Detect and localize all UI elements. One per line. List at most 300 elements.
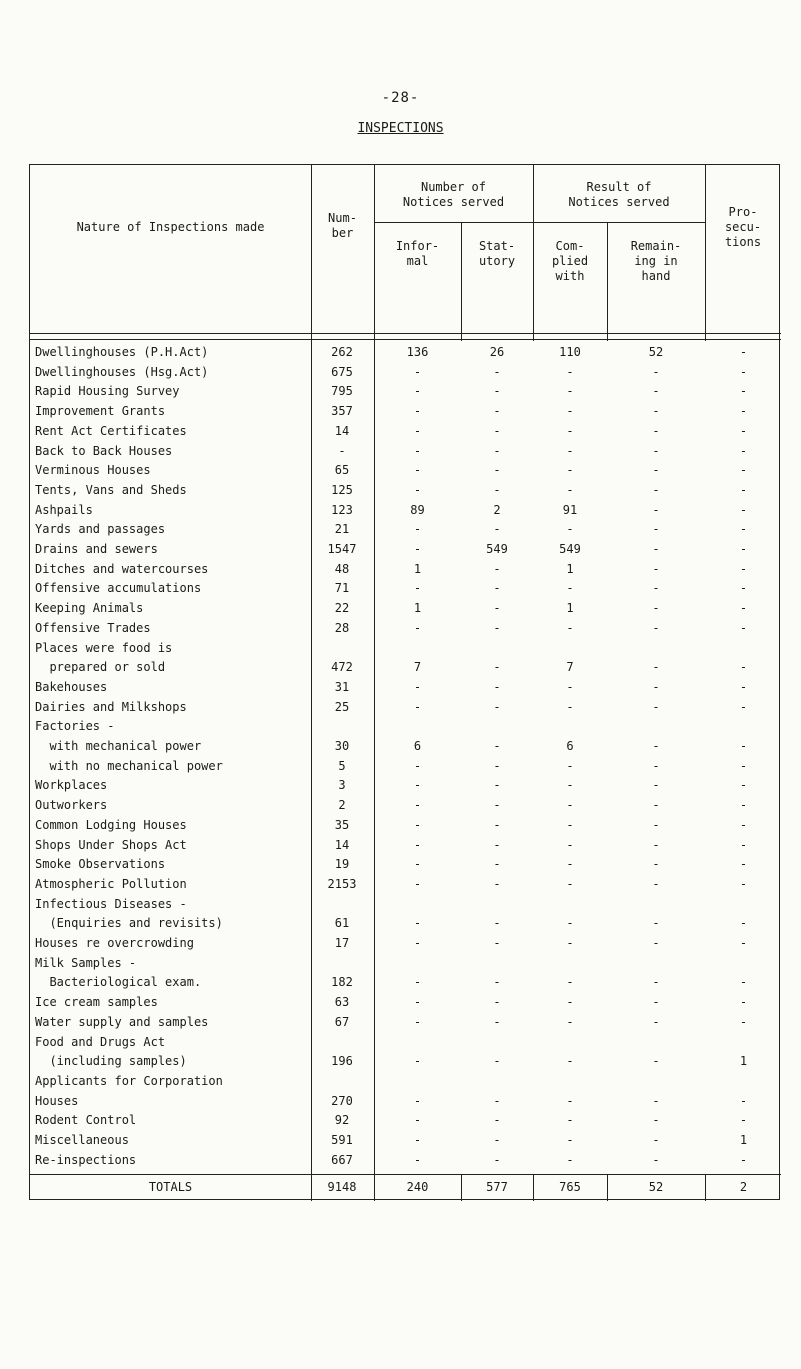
row-complied: -	[566, 443, 574, 458]
page-number: -28-	[381, 90, 420, 106]
row-label: prepared or sold	[35, 660, 166, 675]
row-statutory: -	[493, 601, 501, 616]
row-informal: -	[413, 384, 422, 399]
row-label: Dwellinghouses (Hsg.Act)	[35, 364, 209, 379]
row-label: Outworkers	[35, 798, 108, 813]
row-informal: -	[413, 699, 422, 714]
table-row	[30, 344, 781, 361]
row-complied: -	[566, 1113, 574, 1128]
row-number	[311, 1073, 373, 1090]
row-remaining	[608, 640, 704, 657]
row-prosecutions: -	[739, 542, 748, 556]
row-number: 182	[331, 975, 353, 990]
row-prosecutions: -	[739, 443, 748, 458]
table-row	[30, 580, 781, 597]
row-prosecutions	[706, 640, 781, 657]
table-row	[30, 777, 781, 794]
row-prosecutions: -	[739, 778, 748, 793]
row-number	[311, 955, 373, 972]
row-remaining: -	[652, 699, 660, 714]
table-row	[30, 502, 781, 519]
row-informal	[375, 1034, 460, 1051]
row-label: Tents, Vans and Sheds	[35, 482, 187, 497]
row-label: Rapid Housing Survey	[35, 384, 180, 399]
row-remaining: -	[652, 1054, 660, 1069]
row-informal	[375, 640, 460, 657]
row-statutory	[462, 1034, 532, 1051]
row-statutory	[462, 955, 532, 972]
row-number: 17	[334, 936, 350, 950]
row-informal: -	[413, 837, 422, 852]
row-statutory: -	[493, 660, 501, 675]
row-complied	[534, 718, 606, 735]
row-number: 795	[331, 384, 353, 399]
row-statutory	[462, 640, 532, 657]
row-complied: 1	[566, 561, 574, 576]
totals-row	[30, 1174, 781, 1201]
row-remaining: -	[652, 561, 660, 576]
row-statutory: -	[493, 482, 501, 497]
row-number: 35	[334, 817, 350, 832]
header-notices-served: Number of Notices served	[402, 180, 505, 209]
row-complied: -	[566, 384, 574, 399]
row-informal: -	[413, 798, 422, 813]
row-prosecutions	[706, 955, 781, 972]
row-informal	[375, 718, 460, 735]
row-informal: -	[413, 522, 422, 537]
row-complied: 1	[566, 601, 574, 616]
row-prosecutions: -	[739, 995, 748, 1010]
row-remaining: -	[652, 1152, 660, 1167]
table-row	[30, 1132, 781, 1149]
row-remaining: -	[652, 837, 660, 852]
row-number: 22	[334, 601, 350, 616]
row-informal	[375, 896, 460, 913]
table-row	[30, 620, 781, 637]
table-row	[30, 1053, 781, 1070]
table-row	[30, 443, 781, 460]
row-label: Rodent Control	[35, 1113, 137, 1128]
row-number: 357	[331, 404, 353, 419]
row-complied: -	[566, 916, 574, 931]
row-informal: -	[413, 1093, 422, 1108]
row-label: Ashpails	[35, 502, 93, 517]
header-nature: Nature of Inspections made	[76, 220, 265, 234]
row-prosecutions: -	[739, 1152, 748, 1167]
row-statutory: -	[493, 817, 501, 832]
table-row	[30, 403, 781, 420]
table-row	[30, 738, 781, 755]
row-remaining: -	[652, 620, 660, 635]
row-informal: -	[413, 916, 422, 931]
row-complied: -	[566, 936, 574, 950]
table-row	[30, 797, 781, 814]
row-remaining	[608, 718, 704, 735]
row-complied: -	[566, 857, 574, 872]
row-informal: -	[413, 542, 422, 556]
row-complied	[534, 955, 606, 972]
row-number: 28	[334, 620, 350, 635]
row-remaining: -	[652, 542, 660, 556]
row-complied: -	[566, 1093, 574, 1108]
row-statutory: -	[493, 522, 501, 537]
row-informal: -	[413, 679, 422, 694]
row-statutory: -	[493, 1152, 501, 1167]
row-number: 123	[331, 502, 353, 517]
row-remaining: -	[652, 601, 660, 616]
row-label: Bakehouses	[35, 679, 108, 694]
inspections-table	[29, 164, 780, 1200]
row-complied: -	[566, 482, 574, 497]
row-remaining: -	[652, 660, 660, 675]
row-remaining: -	[652, 443, 660, 458]
row-label: Houses	[35, 1093, 79, 1108]
row-label: Keeping Animals	[35, 601, 144, 616]
row-informal: -	[413, 1152, 422, 1167]
row-label: Infectious Diseases -	[35, 896, 187, 911]
row-complied: -	[566, 620, 574, 635]
row-label: Water supply and samples	[35, 1014, 209, 1029]
row-statutory: 549	[486, 542, 508, 556]
row-number: 3	[338, 778, 346, 793]
row-informal: -	[413, 463, 422, 478]
header-informal: Infor- mal	[395, 239, 440, 268]
row-remaining	[608, 1073, 704, 1090]
table-row	[30, 1112, 781, 1129]
row-remaining: -	[652, 482, 660, 497]
row-statutory: -	[493, 975, 501, 990]
row-number: 1547	[327, 542, 357, 556]
row-divider	[30, 339, 781, 340]
row-complied: -	[566, 837, 574, 852]
row-label: Workplaces	[35, 778, 108, 793]
row-number	[311, 718, 373, 735]
row-label: Verminous Houses	[35, 463, 151, 478]
row-prosecutions: -	[739, 975, 748, 990]
row-prosecutions: -	[739, 345, 748, 359]
row-label: Ditches and watercourses	[35, 561, 209, 576]
row-label: Shops Under Shops Act	[35, 837, 187, 852]
row-statutory: -	[493, 739, 501, 753]
row-informal: -	[413, 1113, 422, 1128]
table-row	[30, 935, 781, 952]
table-row	[30, 640, 781, 657]
row-label: Milk Samples -	[35, 955, 137, 970]
row-remaining: -	[652, 502, 660, 517]
row-informal: -	[413, 1133, 422, 1147]
row-number	[311, 640, 373, 657]
table-row	[30, 718, 781, 735]
row-remaining	[608, 1034, 704, 1051]
row-informal: -	[413, 975, 422, 990]
row-informal: 1	[413, 601, 422, 616]
row-prosecutions: -	[739, 364, 748, 379]
row-statutory: -	[493, 561, 501, 576]
totals-label: TOTALS	[148, 1180, 193, 1194]
row-informal: 1	[413, 561, 422, 576]
row-remaining: -	[652, 581, 660, 596]
row-statutory: -	[493, 995, 501, 1010]
row-statutory	[462, 896, 532, 913]
row-number: 65	[334, 463, 350, 478]
row-prosecutions: -	[739, 423, 748, 438]
row-prosecutions: -	[739, 817, 748, 832]
row-label: (Enquiries and revisits)	[35, 916, 223, 931]
row-number: 92	[334, 1113, 350, 1128]
row-statutory: -	[493, 1113, 501, 1128]
row-prosecutions: -	[739, 384, 748, 399]
row-remaining: -	[652, 778, 660, 793]
row-statutory	[462, 1073, 532, 1090]
table-row	[30, 383, 781, 400]
row-complied: -	[566, 778, 574, 793]
table-row	[30, 856, 781, 873]
row-remaining: -	[652, 423, 660, 438]
row-statutory	[462, 718, 532, 735]
row-statutory: -	[493, 384, 501, 399]
table-row	[30, 837, 781, 854]
row-statutory: -	[493, 1054, 501, 1069]
row-informal: -	[413, 758, 422, 773]
row-number: 21	[334, 522, 350, 537]
row-complied: -	[566, 1152, 574, 1167]
row-complied: 7	[566, 660, 574, 675]
row-statutory: -	[493, 778, 501, 793]
row-label: Offensive accumulations	[35, 581, 202, 596]
row-informal: -	[413, 620, 422, 635]
row-label: (including samples)	[35, 1054, 187, 1069]
header-prosecutions: Pro- secu- tions	[724, 205, 762, 249]
table-row	[30, 896, 781, 913]
row-informal: -	[413, 995, 422, 1010]
row-number: 71	[334, 581, 350, 596]
row-divider	[30, 333, 781, 334]
row-prosecutions: -	[739, 916, 748, 931]
row-prosecutions: -	[739, 1014, 748, 1029]
row-remaining: -	[652, 975, 660, 990]
row-label: Food and Drugs Act	[35, 1034, 166, 1049]
row-informal: 136	[406, 345, 429, 359]
row-prosecutions: 1	[739, 1054, 748, 1069]
row-complied	[534, 640, 606, 657]
table-row	[30, 541, 781, 558]
row-label: Factories -	[35, 719, 115, 734]
row-prosecutions: -	[739, 502, 748, 517]
row-complied: -	[566, 975, 574, 990]
row-number: 270	[331, 1093, 353, 1108]
totals-number: 9148	[327, 1180, 357, 1194]
totals-informal: 240	[406, 1180, 429, 1194]
row-prosecutions: -	[739, 739, 748, 753]
table-row	[30, 1034, 781, 1051]
row-prosecutions: 1	[739, 1133, 748, 1147]
row-statutory: -	[493, 364, 501, 379]
row-complied: -	[566, 995, 574, 1010]
row-remaining: -	[652, 817, 660, 832]
row-informal: -	[413, 1014, 422, 1029]
row-statutory: -	[493, 620, 501, 635]
row-prosecutions: -	[739, 857, 748, 872]
row-prosecutions: -	[739, 699, 748, 714]
row-remaining: -	[652, 384, 660, 399]
row-prosecutions: -	[739, 522, 748, 537]
table-row	[30, 364, 781, 381]
header-complied: Com- plied with	[551, 239, 589, 283]
row-informal: -	[413, 482, 422, 497]
row-label: Rent Act Certificates	[35, 423, 187, 438]
table-row	[30, 876, 781, 893]
row-number: 67	[334, 1014, 350, 1029]
row-number: 591	[331, 1133, 353, 1147]
row-number: 472	[331, 660, 353, 675]
row-label: Atmospheric Pollution	[35, 876, 187, 891]
row-label: Houses re overcrowding	[35, 936, 194, 950]
row-remaining	[608, 955, 704, 972]
row-remaining: -	[652, 463, 660, 478]
table-row	[30, 817, 781, 834]
header-number: Num- ber	[328, 211, 357, 240]
page-title: INSPECTIONS	[357, 121, 444, 136]
row-number: 30	[334, 739, 350, 753]
row-prosecutions: -	[739, 876, 748, 891]
row-complied: -	[566, 798, 574, 813]
row-number: 61	[334, 916, 350, 931]
row-remaining: -	[652, 679, 660, 694]
row-statutory: 26	[489, 345, 505, 359]
table-row	[30, 600, 781, 617]
row-prosecutions: -	[739, 620, 748, 635]
row-prosecutions: -	[739, 601, 748, 616]
row-label: Improvement Grants	[35, 404, 166, 419]
row-label: Ice cream samples	[35, 995, 158, 1010]
row-complied: 110	[559, 345, 581, 359]
row-complied	[534, 1073, 606, 1090]
table-row	[30, 462, 781, 479]
row-label: Back to Back Houses	[35, 443, 173, 458]
row-label: with no mechanical power	[35, 758, 223, 773]
row-prosecutions: -	[739, 1093, 748, 1108]
row-prosecutions: -	[739, 758, 748, 773]
row-informal: -	[413, 778, 422, 793]
row-prosecutions	[706, 896, 781, 913]
header-remaining: Remain- ing in hand	[630, 239, 682, 283]
table-row	[30, 423, 781, 440]
table-row	[30, 482, 781, 499]
table-row	[30, 974, 781, 991]
table-row	[30, 1014, 781, 1031]
row-remaining: -	[652, 404, 660, 419]
row-prosecutions: -	[739, 837, 748, 852]
row-statutory: -	[493, 443, 501, 458]
row-prosecutions: -	[739, 660, 748, 675]
row-label: Miscellaneous	[35, 1133, 129, 1147]
row-number: 19	[334, 857, 350, 872]
row-informal: 89	[410, 502, 425, 517]
row-prosecutions	[706, 718, 781, 735]
row-prosecutions: -	[739, 463, 748, 478]
header-result: Result of Notices served	[568, 180, 670, 209]
totals-complied: 765	[559, 1180, 581, 1194]
row-informal: -	[413, 857, 422, 872]
row-number: 63	[334, 995, 350, 1010]
table-row	[30, 679, 781, 696]
row-statutory: -	[493, 581, 501, 596]
row-number: 2	[338, 798, 346, 813]
table-row	[30, 561, 781, 578]
header-statutory: Stat- utory	[478, 239, 516, 268]
row-label: Offensive Trades	[35, 620, 151, 635]
totals-statutory: 577	[486, 1180, 508, 1194]
row-remaining: -	[652, 876, 660, 891]
row-statutory: -	[493, 404, 501, 419]
row-statutory: -	[493, 916, 501, 931]
row-prosecutions: -	[739, 679, 748, 694]
row-informal	[375, 955, 460, 972]
row-informal: -	[413, 443, 422, 458]
row-remaining: -	[652, 758, 660, 773]
row-remaining: -	[652, 739, 660, 753]
row-statutory: -	[493, 679, 501, 694]
row-statutory: -	[493, 857, 501, 872]
row-statutory: -	[493, 699, 501, 714]
row-statutory: -	[493, 936, 501, 950]
row-remaining: -	[652, 995, 660, 1010]
row-number: 196	[331, 1054, 353, 1069]
row-complied: -	[566, 699, 574, 714]
row-informal: -	[413, 364, 422, 379]
totals-prosecutions: 2	[739, 1180, 748, 1194]
row-number	[311, 1034, 373, 1051]
column-divider	[705, 165, 706, 341]
row-remaining: -	[652, 857, 660, 872]
row-statutory: -	[493, 798, 501, 813]
row-statutory: 2	[493, 502, 501, 517]
row-label: Dwellinghouses (P.H.Act)	[35, 345, 209, 359]
row-complied	[534, 896, 606, 913]
row-complied: -	[566, 817, 574, 832]
row-number: 48	[334, 561, 350, 576]
table-row	[30, 1093, 781, 1110]
row-complied: -	[566, 463, 574, 478]
row-label: Yards and passages	[35, 522, 166, 537]
row-prosecutions: -	[739, 404, 748, 419]
row-complied: -	[566, 581, 574, 596]
row-complied: -	[566, 679, 574, 694]
table-row	[30, 1152, 781, 1169]
row-complied: 6	[566, 739, 574, 753]
row-complied: -	[566, 876, 574, 891]
row-complied: 549	[559, 542, 581, 556]
row-prosecutions: -	[739, 1113, 748, 1128]
row-prosecutions: -	[739, 482, 748, 497]
row-number: -	[338, 443, 346, 458]
row-remaining: -	[652, 798, 660, 813]
row-statutory: -	[493, 1133, 501, 1147]
row-complied: -	[566, 423, 574, 438]
row-label: with mechanical power	[35, 739, 202, 753]
row-number: 14	[334, 423, 350, 438]
row-number	[311, 896, 373, 913]
row-informal: -	[413, 404, 422, 419]
row-informal	[375, 1073, 460, 1090]
row-statutory: -	[493, 837, 501, 852]
row-label: Bacteriological exam.	[35, 975, 202, 990]
row-complied: -	[566, 1054, 574, 1069]
table-row	[30, 758, 781, 775]
row-complied: 91	[562, 502, 578, 517]
row-remaining: -	[652, 1014, 660, 1029]
row-remaining: 52	[648, 345, 664, 359]
